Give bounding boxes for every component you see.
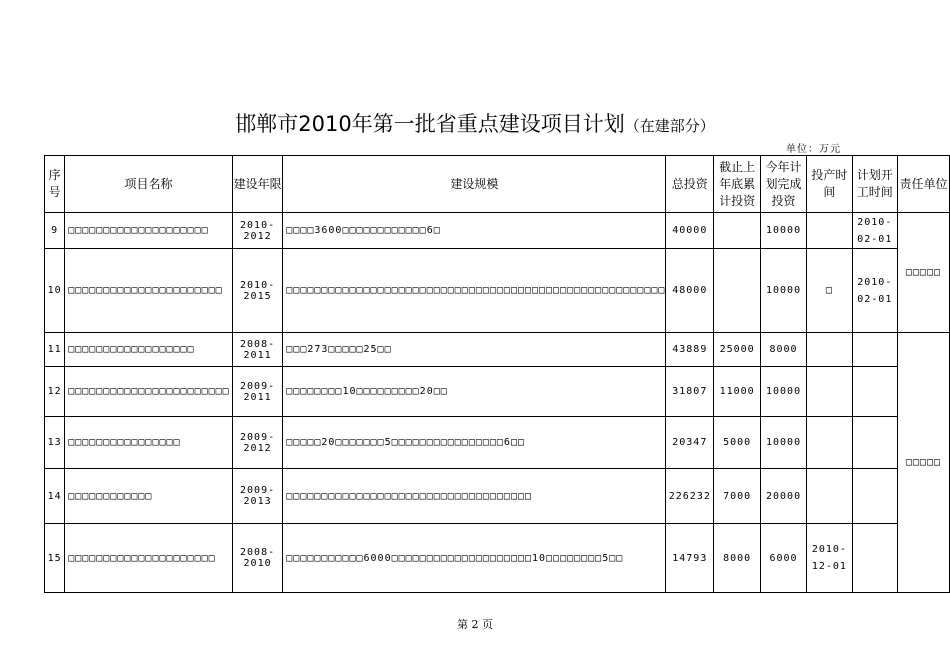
row-total: 14793 [666,524,714,593]
row-scale: □□□□3600□□□□□□□□□□□□6□ [283,213,666,249]
page-title-block [0,108,950,138]
row-seq: 13 [45,417,65,469]
row-period: 2009-2012 [232,417,282,469]
row-scale: □□□□□□□□□□□□□□□□□□□□□□□□□□□□□□□□□□□ [283,469,666,524]
table-row [45,524,950,593]
page-title: 邯郸市2010年第一批省重点建设项目计划 [235,112,625,136]
row-plan: 10000 [761,249,807,333]
page-number: 第 2 页 [457,618,493,631]
page-subtitle: （在建部分） [624,117,715,135]
row-period: 2009-2011 [232,367,282,417]
row-period: 2008-2010 [232,524,282,593]
row-period: 2009-2013 [232,469,282,524]
header-period: 建设年限 [232,156,282,213]
header-prior: 截止上年底累计投资 [714,156,761,213]
table-row [45,333,950,367]
row-start [852,469,897,524]
row-plan: 10000 [761,213,807,249]
row-prior: 5000 [714,417,761,469]
header-production: 投产时间 [807,156,853,213]
header-seq: 序号 [45,156,65,213]
row-start [852,417,897,469]
row-period: 2010-2015 [232,249,282,333]
row-total: 40000 [666,213,714,249]
table-row [45,213,950,249]
row-prior: 7000 [714,469,761,524]
row-seq: 12 [45,367,65,417]
row-production [807,367,853,417]
row-name: □□□□□□□□□□□□□□□□ [65,417,233,469]
table-row [45,469,950,524]
row-prior [714,249,761,333]
unit-label: 单位：万元 [786,144,841,155]
row-production: □ [807,249,853,333]
row-plan: 10000 [761,367,807,417]
row-production [807,417,853,469]
row-total: 20347 [666,417,714,469]
row-scale: □□□□□□□□□□□6000□□□□□□□□□□□□□□□□□□□□10□□□□□□□□5□□ [283,524,666,593]
row-scale: □□□□□□□□10□□□□□□□□□20□□ [283,367,666,417]
row-plan: 20000 [761,469,807,524]
row-scale: □□□□□□□□□□□□□□□□□□□□□□□□□□□□□□□□□□□□□□□□□□□□□□□□□□□□□□ [283,249,666,333]
row-start [852,524,897,593]
row-total: 48000 [666,249,714,333]
row-scale: □□□273□□□□□25□□ [283,333,666,367]
row-name: □□□□□□□□□□□□□□□□□□□□□□□ [65,367,233,417]
table-row [45,417,950,469]
row-total: 226232 [666,469,714,524]
row-responsible-unit: □□□□□ [897,213,949,333]
row-production: 2010-12-01 [807,524,853,593]
row-start [852,367,897,417]
row-seq: 14 [45,469,65,524]
header-start: 计划开工时间 [852,156,897,213]
row-seq: 15 [45,524,65,593]
row-prior: 11000 [714,367,761,417]
row-plan: 8000 [761,333,807,367]
row-start: 2010-02-01 [852,213,897,249]
row-period: 2010-2012 [232,213,282,249]
row-total: 43889 [666,333,714,367]
row-start: 2010-02-01 [852,249,897,333]
row-production [807,213,853,249]
row-name: □□□□□□□□□□□□□□□□□□□□□□ [65,249,233,333]
header-row [45,156,950,213]
row-prior [714,213,761,249]
header-total: 总投资 [666,156,714,213]
row-seq: 11 [45,333,65,367]
header-plan: 今年计划完成投资 [761,156,807,213]
row-seq: 9 [45,213,65,249]
row-name: □□□□□□□□□□□□□□□□□□ [65,333,233,367]
row-plan: 10000 [761,417,807,469]
row-seq: 10 [45,249,65,333]
header-unit: 责任单位 [897,156,949,213]
row-production [807,333,853,367]
row-responsible-unit: □□□□□ [897,333,949,593]
table-row [45,367,950,417]
table-row [45,249,950,333]
row-scale: □□□□□20□□□□□□□5□□□□□□□□□□□□□□□□6□□ [283,417,666,469]
row-prior: 8000 [714,524,761,593]
row-production [807,469,853,524]
row-name: □□□□□□□□□□□□ [65,469,233,524]
row-start [852,333,897,367]
header-name: 项目名称 [65,156,233,213]
row-plan: 6000 [761,524,807,593]
row-name: □□□□□□□□□□□□□□□□□□□□□ [65,524,233,593]
header-scale: 建设规模 [283,156,666,213]
row-period: 2008-2011 [232,333,282,367]
row-prior: 25000 [714,333,761,367]
row-total: 31807 [666,367,714,417]
project-table [44,155,950,593]
row-name: □□□□□□□□□□□□□□□□□□□□ [65,213,233,249]
